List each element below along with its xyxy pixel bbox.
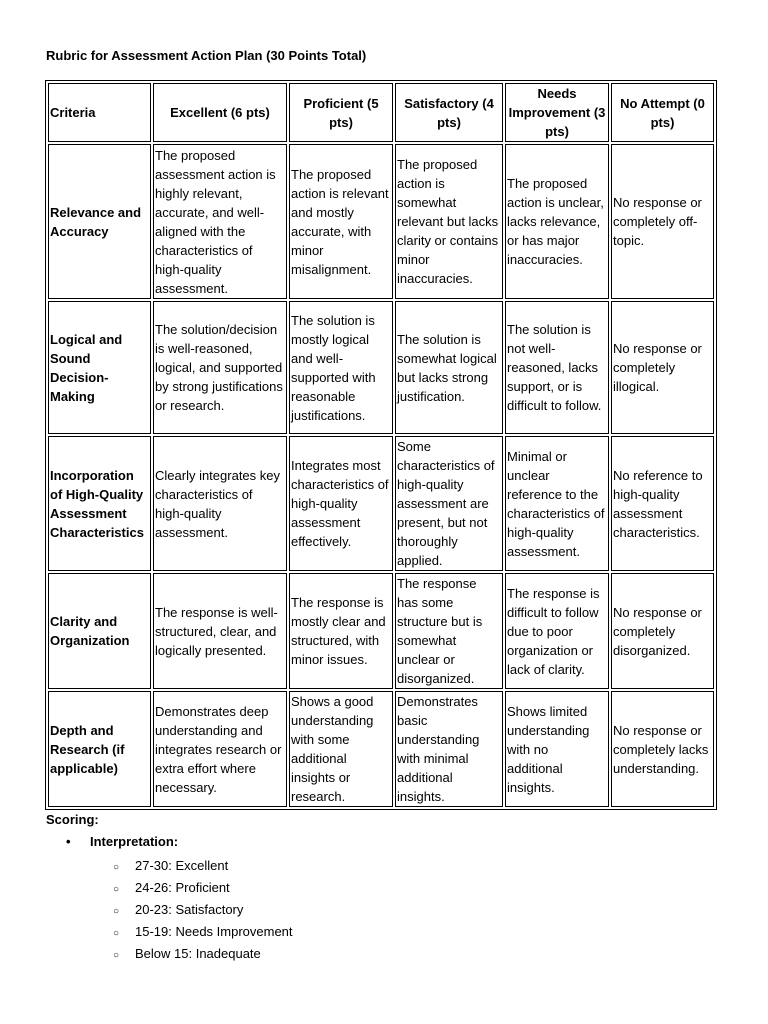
header-satisfactory: Satisfactory (4 pts) xyxy=(395,83,503,142)
table-cell: Some characteristics of high-quality assessment are present, but not thoroughly applied. xyxy=(395,436,503,571)
list-item xyxy=(113,855,293,877)
table-cell: Demonstrates deep understanding and integrates research or extra effort where necessary. xyxy=(153,691,287,807)
list-item xyxy=(113,943,293,965)
circle-bullet-icon: ○ xyxy=(113,906,120,917)
header-excellent: Excellent (6 pts) xyxy=(153,83,287,142)
table-cell: Clearly integrates key characteristics of high-quality assessment. xyxy=(153,436,287,571)
circle-bullet-icon: ○ xyxy=(113,884,120,895)
document-title: Rubric for Assessment Action Plan (30 Points Total) xyxy=(46,48,367,63)
table-cell: No reference to high-quality assessment characteristics. xyxy=(611,436,714,571)
table-cell: No response or completely lacks understanding. xyxy=(611,691,714,807)
table-cell: No response or completely illogical. xyxy=(611,301,714,434)
band-label: Below 15: Inadequate xyxy=(135,946,261,961)
header-needs-improvement: Needs Improvement (3 pts) xyxy=(505,83,609,142)
table-cell: The response is mostly clear and structured, with minor issues. xyxy=(289,573,393,689)
criteria-cell: Clarity and Organization xyxy=(48,573,151,689)
table-cell: The proposed action is relevant and mostly accurate, with minor misalignment. xyxy=(289,144,393,299)
table-cell: The solution is somewhat logical but lacks strong justification. xyxy=(395,301,503,434)
table-row xyxy=(48,436,714,571)
table-cell: The solution is mostly logical and well-supported with reasonable justifications. xyxy=(289,301,393,434)
band-label: 27-30: Excellent xyxy=(135,858,229,873)
table-cell: The proposed assessment action is highly relevant, accurate, and well-aligned with the characteristics of high-quality assessment. xyxy=(153,144,287,299)
table-cell: Shows limited understanding with no additional insights. xyxy=(505,691,609,807)
header-row xyxy=(48,83,714,142)
interpretation-label: Interpretation: xyxy=(90,834,179,849)
list-item xyxy=(113,921,293,943)
table-cell: Shows a good understanding with some additional insights or research. xyxy=(289,691,393,807)
table-cell: Demonstrates basic understanding with minimal additional insights. xyxy=(395,691,503,807)
table-cell: The solution is not well-reasoned, lacks support, or is difficult to follow. xyxy=(505,301,609,434)
circle-bullet-icon: ○ xyxy=(113,862,120,873)
table-cell: The response is well-structured, clear, and logically presented. xyxy=(153,573,287,689)
score-band-list xyxy=(113,855,293,965)
table-cell: Minimal or unclear reference to the characteristics of high-quality assessment. xyxy=(505,436,609,571)
list-item xyxy=(113,899,293,921)
table-row xyxy=(48,691,714,807)
table-cell: No response or completely off-topic. xyxy=(611,144,714,299)
scoring-heading: Scoring: xyxy=(46,812,99,827)
header-no-attempt: No Attempt (0 pts) xyxy=(611,83,714,142)
circle-bullet-icon: ○ xyxy=(113,950,120,961)
interpretation-item xyxy=(66,834,178,849)
list-item xyxy=(113,877,293,899)
criteria-cell: Incorporation of High-Quality Assessment Characteristics xyxy=(48,436,151,571)
table-cell: Integrates most characteristics of high-quality assessment effectively. xyxy=(289,436,393,571)
band-label: 20-23: Satisfactory xyxy=(135,902,244,917)
header-criteria: Criteria xyxy=(48,83,151,142)
band-label: 15-19: Needs Improvement xyxy=(135,924,293,939)
table-row xyxy=(48,144,714,299)
table-cell: No response or completely disorganized. xyxy=(611,573,714,689)
criteria-cell: Logical and Sound Decision-Making xyxy=(48,301,151,434)
table-row xyxy=(48,301,714,434)
criteria-cell: Depth and Research (if applicable) xyxy=(48,691,151,807)
table-cell: The proposed action is somewhat relevant but lacks clarity or contains minor inaccuracies. xyxy=(395,144,503,299)
rubric-table xyxy=(45,80,717,810)
table-cell: The proposed action is unclear, lacks relevance, or has major inaccuracies. xyxy=(505,144,609,299)
table-row xyxy=(48,573,714,689)
header-proficient: Proficient (5 pts) xyxy=(289,83,393,142)
table-cell: The response has some structure but is somewhat unclear or disorganized. xyxy=(395,573,503,689)
bullet-icon: • xyxy=(66,834,71,849)
criteria-cell: Relevance and Accuracy xyxy=(48,144,151,299)
band-label: 24-26: Proficient xyxy=(135,880,230,895)
circle-bullet-icon: ○ xyxy=(113,928,120,939)
table-cell: The solution/decision is well-reasoned, logical, and supported by strong justifications or research. xyxy=(153,301,287,434)
table-cell: The response is difficult to follow due to poor organization or lack of clarity. xyxy=(505,573,609,689)
